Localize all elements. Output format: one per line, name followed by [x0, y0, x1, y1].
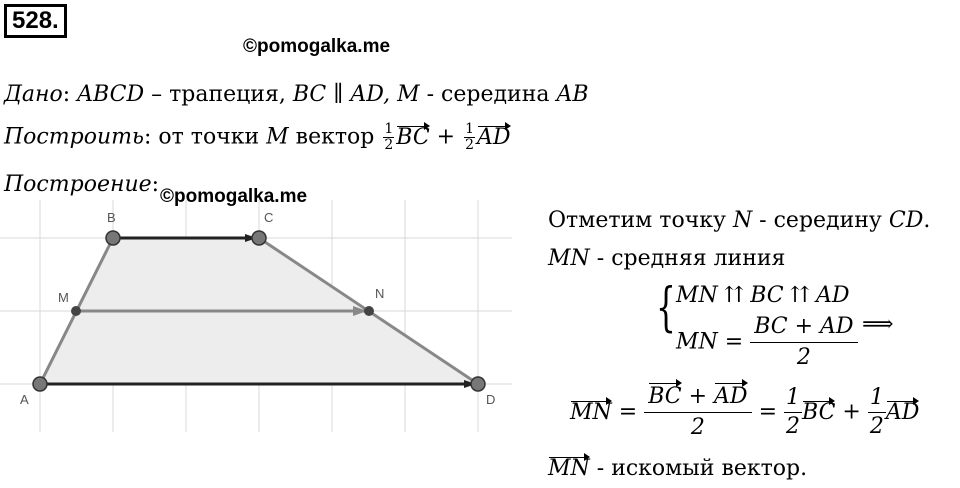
segment-cd: CD [888, 208, 924, 233]
point-m [71, 306, 81, 316]
point-a [33, 377, 47, 391]
vector-ad: AD [477, 124, 511, 150]
label-b: B [107, 210, 116, 225]
solution-line-1: Отметим точку N - середину CD. [548, 208, 931, 233]
construct-line [4, 122, 511, 153]
given-colon: : [62, 82, 71, 107]
vector-mn-final: MN [548, 456, 590, 481]
given-label: Дано [4, 82, 63, 107]
implies-arrow: ⟹ [862, 312, 894, 337]
point-d [471, 377, 485, 391]
system-brace: { [656, 278, 676, 338]
given-mid-text: - середина [419, 82, 557, 107]
vector-bc: BC [396, 124, 430, 150]
solution-line-2: MN - средняя линия [548, 246, 786, 271]
label-m: M [58, 290, 69, 305]
label-n: N [375, 286, 385, 301]
half-fraction-4: $\frac{1}{2}$ [869, 385, 884, 439]
construction-line [4, 172, 159, 197]
solution-final-line: MN - искомый вектор. [548, 456, 808, 481]
equation-fraction: $\frac{BC + AD}{2}$ [644, 382, 751, 443]
construct-text: от точки [151, 124, 267, 150]
label-d: D [486, 392, 496, 407]
label-c: C [264, 210, 274, 225]
label-a: A [20, 392, 29, 407]
construct-m: M [266, 124, 289, 150]
given-abcd: ABCD [77, 82, 145, 107]
half-fraction-1: $\frac{1}{2}$ [384, 121, 394, 153]
construct-colon: : [143, 124, 152, 150]
watermark-top: ©pomogalka.me [243, 36, 391, 57]
half-fraction-3: $\frac{1}{2}$ [786, 385, 800, 439]
system-line-2: MN = $\frac{BC + AD}{2}$ [676, 312, 858, 373]
given-ab: AB [556, 82, 589, 107]
given-dash-text: – трапеция, [144, 82, 293, 107]
given-line [4, 82, 589, 107]
construct-label: Построить [4, 124, 144, 150]
half-fraction-2: $\frac{1}{2}$ [465, 121, 475, 153]
construct-text2: вектор [288, 124, 382, 150]
equation-mn: MN = $\frac{BC + AD}{2}$ = $\frac{1}{2}$ BC + $\frac{1}{2}$ AD [570, 382, 919, 443]
point-c [252, 231, 266, 245]
given-parallel: BC ∥ AD, M [292, 82, 420, 107]
problem-number: 528. [4, 4, 67, 38]
point-n [364, 306, 374, 316]
point-n-label: N [732, 208, 753, 233]
watermark-figure: ©pomogalka.me [160, 186, 308, 207]
system-fraction: $\frac{BC + AD}{2}$ [750, 312, 857, 373]
point-b [106, 231, 120, 245]
construct-plus: + [429, 124, 463, 150]
system-line-1: MN ⇈ BC ⇈ AD [676, 283, 850, 308]
segment-mn: MN [548, 246, 590, 271]
construction-label: Построение [4, 172, 152, 197]
construction-colon: : [151, 172, 160, 197]
trapezoid-figure [0, 200, 512, 432]
vector-mn: MN [570, 399, 612, 425]
